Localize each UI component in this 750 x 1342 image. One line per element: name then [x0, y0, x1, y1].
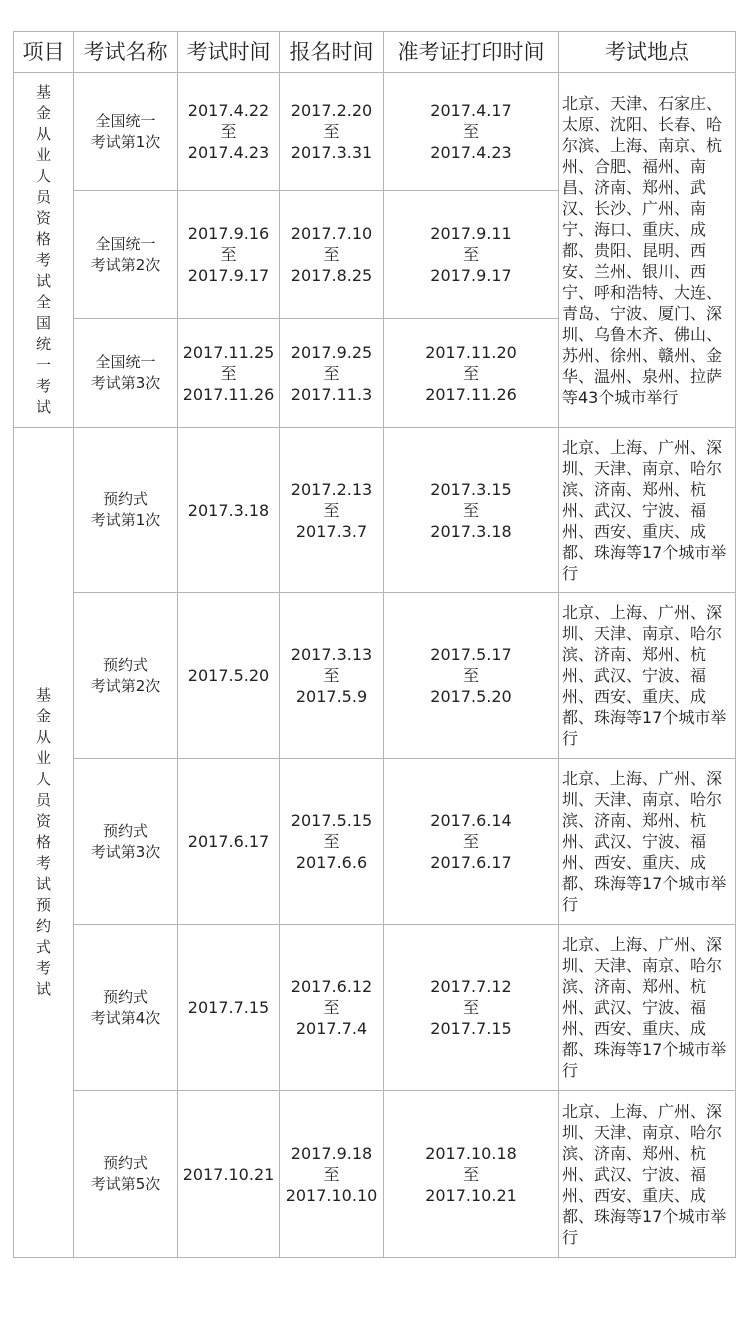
admission-print-time-cell: 2017.5.17 至 2017.5.20 — [384, 593, 559, 759]
exam-time-cell: 2017.4.22 至 2017.4.23 — [178, 73, 280, 191]
header-row — [14, 32, 736, 73]
exam-time-cell: 2017.6.17 — [178, 759, 280, 925]
header-project: 项目 — [14, 32, 74, 73]
project-label: 基金从业人员资格考试全国统一考试 — [36, 83, 52, 416]
registration-time-cell: 2017.6.12 至 2017.7.4 — [280, 925, 384, 1091]
table-row — [14, 73, 736, 191]
registration-time-cell: 2017.5.15 至 2017.6.6 — [280, 759, 384, 925]
admission-print-time-cell: 2017.6.14 至 2017.6.17 — [384, 759, 559, 925]
exam-time-cell: 2017.9.16 至 2017.9.17 — [178, 191, 280, 319]
exam-location-cell: 北京、上海、广州、深圳、天津、南京、哈尔滨、济南、郑州、杭州、武汉、宁波、福州、西安、重庆、成都、珠海等17个城市举行 — [559, 1091, 736, 1258]
exam-location-cell: 北京、上海、广州、深圳、天津、南京、哈尔滨、济南、郑州、杭州、武汉、宁波、福州、西安、重庆、成都、珠海等17个城市举行 — [559, 593, 736, 759]
header-admission-print-time: 准考证打印时间 — [384, 32, 559, 73]
header-exam-location: 考试地点 — [559, 32, 736, 73]
admission-print-time-cell: 2017.11.20 至 2017.11.26 — [384, 319, 559, 428]
project-label: 基金从业人员资格考试预约式考试 — [36, 686, 52, 998]
exam-time-cell: 2017.5.20 — [178, 593, 280, 759]
table-row — [14, 428, 736, 593]
exam-name-cell: 预约式 考试第5次 — [74, 1091, 178, 1258]
project-cell — [14, 428, 74, 1258]
exam-name-cell: 预约式 考试第2次 — [74, 593, 178, 759]
exam-time-cell: 2017.11.25 至 2017.11.26 — [178, 319, 280, 428]
exam-name-cell: 全国统一 考试第1次 — [74, 73, 178, 191]
admission-print-time-cell: 2017.7.12 至 2017.7.15 — [384, 925, 559, 1091]
exam-time-cell: 2017.3.18 — [178, 428, 280, 593]
exam-name-cell: 预约式 考试第3次 — [74, 759, 178, 925]
exam-name-cell: 预约式 考试第1次 — [74, 428, 178, 593]
exam-time-cell: 2017.10.21 — [178, 1091, 280, 1258]
header-registration-time: 报名时间 — [280, 32, 384, 73]
registration-time-cell: 2017.9.25 至 2017.11.3 — [280, 319, 384, 428]
table-row — [14, 759, 736, 925]
admission-print-time-cell: 2017.10.18 至 2017.10.21 — [384, 1091, 559, 1258]
admission-print-time-cell: 2017.3.15 至 2017.3.18 — [384, 428, 559, 593]
table-row — [14, 593, 736, 759]
header-exam-time: 考试时间 — [178, 32, 280, 73]
header-exam-name: 考试名称 — [74, 32, 178, 73]
exam-location-cell: 北京、上海、广州、深圳、天津、南京、哈尔滨、济南、郑州、杭州、武汉、宁波、福州、西安、重庆、成都、珠海等17个城市举行 — [559, 759, 736, 925]
table-row — [14, 1091, 736, 1258]
exam-location-cell: 北京、天津、石家庄、太原、沈阳、长春、哈尔滨、上海、南京、杭州、合肥、福州、南昌、济南、郑州、武汉、长沙、广州、南宁、海口、重庆、成都、贵阳、昆明、西安、兰州、银川、西宁、呼和浩特、大连、青岛、宁波、厦门、深圳、乌鲁木齐、佛山、苏州、徐州、赣州、金华、温州、泉州、拉萨等43个城市举行 — [559, 73, 736, 428]
admission-print-time-cell: 2017.4.17 至 2017.4.23 — [384, 73, 559, 191]
project-cell — [14, 73, 74, 428]
exam-name-cell: 预约式 考试第4次 — [74, 925, 178, 1091]
registration-time-cell: 2017.3.13 至 2017.5.9 — [280, 593, 384, 759]
admission-print-time-cell: 2017.9.11 至 2017.9.17 — [384, 191, 559, 319]
exam-name-cell: 全国统一 考试第3次 — [74, 319, 178, 428]
exam-location-cell: 北京、上海、广州、深圳、天津、南京、哈尔滨、济南、郑州、杭州、武汉、宁波、福州、西安、重庆、成都、珠海等17个城市举行 — [559, 925, 736, 1091]
registration-time-cell: 2017.7.10 至 2017.8.25 — [280, 191, 384, 319]
registration-time-cell: 2017.2.13 至 2017.3.7 — [280, 428, 384, 593]
exam-time-cell: 2017.7.15 — [178, 925, 280, 1091]
exam-location-cell: 北京、上海、广州、深圳、天津、南京、哈尔滨、济南、郑州、杭州、武汉、宁波、福州、西安、重庆、成都、珠海等17个城市举行 — [559, 428, 736, 593]
registration-time-cell: 2017.9.18 至 2017.10.10 — [280, 1091, 384, 1258]
exam-schedule-table — [13, 31, 736, 1258]
registration-time-cell: 2017.2.20 至 2017.3.31 — [280, 73, 384, 191]
exam-name-cell: 全国统一 考试第2次 — [74, 191, 178, 319]
table-row — [14, 925, 736, 1091]
